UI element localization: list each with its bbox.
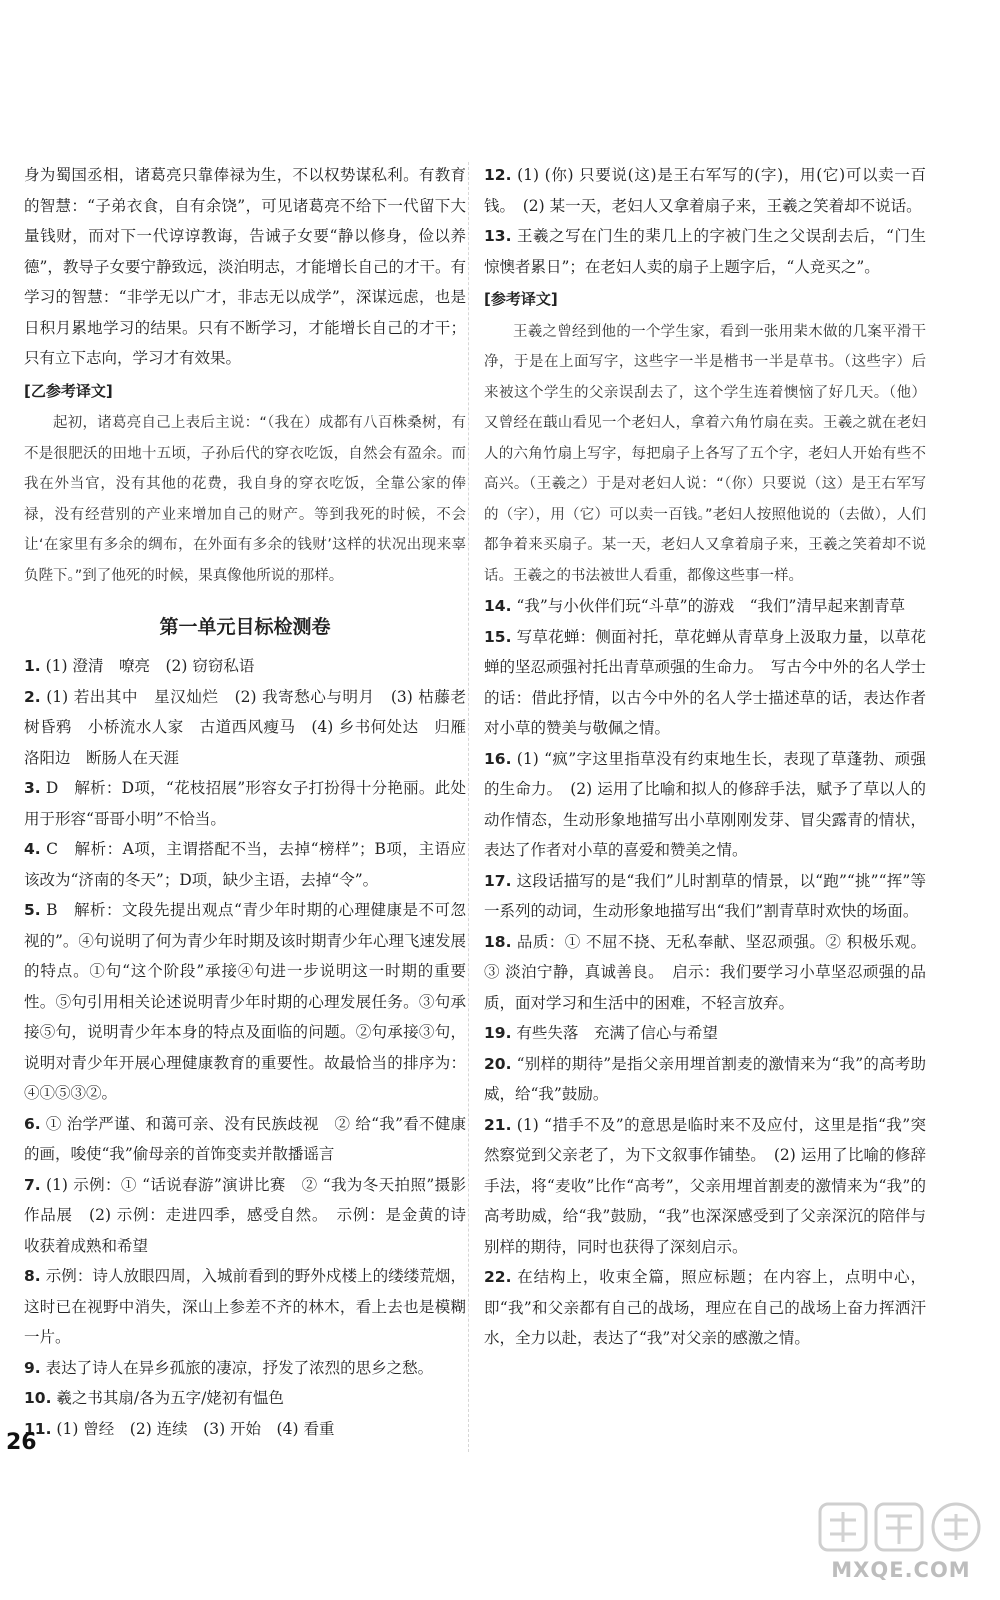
translation-text-yi: 起初，诸葛亮自己上表后主说：“（我在）成都有八百株桑树，有不是很肥沃的田地十五顷，子孙后代的穿衣吃饭，自然会有盈余。而我在外当官，没有其他的花费，我自身的穿衣吃饭，全靠公家的俸禄，没有经营别的产业来增加自己的财产。等到我死的时候，不会让‘在家里有多余的绸布，在外面有多余的钱财’这样的状况出现来辜负陛下。”到了他死的时候，果真像他所说的那样。 [24,415,466,584]
answer-item-20: 20. “别样的期待”是指父亲用埋首割麦的激情来为“我”的高考助威，给“我”鼓励。 [484,1054,926,1103]
answer-item-8: 8. 示例：诗人放眼四周，入城前看到的野外戍楼上的缕缕荒烟，这时已在视野中消失，深山上参差不齐的林木，看上去也是模糊一片。 [24,1267,466,1346]
answer-item-17: 17. 这段话描写的是“我们”儿时割草的情景，以“跑”“挑”“挥”等一系列的动词，生动形象地描写出“我们”割青草时欢快的场面。 [484,871,926,920]
answer-item-1: 1. (1) 澄清 嘹亮 (2) 窃窃私语 [24,657,255,675]
answer-item-7: 7. (1) 示例：① “话说春游”演讲比赛 ② “我为冬天拍照”摄影作品展 (2) 示例：走进四季，感受自然。 示例：是金黄的诗 收获着成熟和希望 [24,1175,482,1255]
answer-list-left [24,651,482,1444]
answer-item-2: 2. (1) 若出其中 星汉灿烂 (2) 我寄愁心与明月 (3) 枯藤老树昏鸦 小桥流水人家 古道西风瘦马 (4) 乡书何处达 归雁洛阳边 断肠人在天涯 [24,687,466,767]
answer-item-19: 19. 有些失落 充满了信心与希望 [484,1024,718,1042]
answer-item-11: 11. (1) 曾经 (2) 连续 (3) 开始 (4) 看重 [24,1419,335,1438]
answer-item-5: 5. B 解析：文段先提出观点“青少年时期的心理健康是不可忽视的”。④句说明了何为青少年时期及该时期青少年心理飞速发展的特点。①句“这个阶段”承接④句进一步说明这一时期的重要性。⑤句引用相关论述说明青少年时期的心理发展任务。③句承接⑤句，说明青少年本身的特点及面临的问题。②句承接③句，说明对青少年开展心理健康教育的重要性。故最恰当的排序为：④①⑤③②。 [24,901,466,1102]
right-column [484,160,926,1354]
answer-item-4: 4. C 解析：A项，主谓搭配不当，去掉“榜样”；B项，主语应该改为“济南的冬天”；D项，缺少主语，去掉“令”。 [24,840,466,889]
intro-paragraph: 身为蜀国丞相，诸葛亮只靠俸禄为生，不以权势谋私利。有教育的智慧：“子弟衣食，自有余饶”，可见诸葛亮不给下一代留下大量钱财，而对下一代谆谆教诲，告诫子女要“静以修身，俭以养德”，教导子女要宁静致远，淡泊明志，才能增长自己的才干。有学习的智慧：“非学无以广才，非志无以成学”，深谋远虑，也是日积月累地学习的结果。只有不断学习，才能增长自己的才干；只有立下志向，学习才有效果。 [24,166,466,367]
answer-item-13: 13. 王羲之写在门生的棐几上的字被门生之父误刮去后，“门生惊懊者累日”；在老妇人卖的扇子上题字后，“人竞买之”。 [484,227,926,276]
answer-item-12: 12. (1) (你) 只要说(这)是王右军写的(字)，用(它)可以卖一百钱。 (2) 某一天，老妇人又拿着扇子来，王羲之笑着却不说话。 [484,166,926,215]
answer-item-9: 9. 表达了诗人在异乡孤旅的凄凉，抒发了浓烈的思乡之愁。 [24,1358,434,1377]
answer-item-15: 15. 写草花蝉：侧面衬托，草花蝉从青草身上汲取力量，以草花蝉的坚忍顽强衬托出青草顽强的生命力。 写古今中外的名人学士的话：借此抒情，以古今中外的名人学士描述草的话，表达作者对小草的赞美与敬佩之情。 [484,627,926,737]
answer-item-6: 6. ① 治学严谨、和蔼可亲、没有民族歧视 ② 给“我”看不健康的画，唆使“我”偷母亲的首饰变卖并散播谣言 [24,1114,466,1163]
answer-item-18: 18. 品质：① 不屈不挠、无私奉献、坚忍顽强。② 积极乐观。③ 淡泊宁静，真诚善良。 启示：我们要学习小草坚忍顽强的品质，面对学习和生活中的困难，不轻言放弃。 [484,932,926,1012]
answer-item-21: 21. (1) “措手不及”的意思是临时来不及应付，这里是指“我”突然察觉到父亲老了，为下文叙事作铺垫。 (2) 运用了比喻的修辞手法，将“麦收”比作“高考”，父亲用埋首割麦的激情来为“我”的高考助威，给“我”鼓励，“我”也深深感受到了父亲深沉的陪伴与别样的期待，同时也获得了深刻启示。 [484,1115,926,1256]
section-title: 第一单元目标检测卷 [159,616,331,638]
answer-item-16: 16. (1) “疯”字这里指草没有约束地生长，表现了草蓬勃、顽强的生命力。 (2) 运用了比喻和拟人的修辞手法，赋予了草以人的动作情态，生动形象地描写出小草刚刚发芽、冒尖露青的情状，表达了作者对小草的喜爱和赞美之情。 [484,749,926,859]
answer-item-22: 22. 在结构上，收束全篇，照应标题；在内容上，点明中心，即“我”和父亲都有自己的战场，理应在自己的战场上奋力挥洒汗水，全力以赴，表达了“我”对父亲的感激之情。 [484,1268,926,1347]
translation-title: [参考译文] [484,290,558,308]
page-number: 26 [6,1430,37,1455]
left-column [24,160,482,1444]
watermark-text: MXQE.COM [831,1558,971,1582]
translation-title-yi: [乙参考译文] [24,381,113,400]
watermark-logo [816,1500,986,1592]
watermark-logo-icon [816,1500,986,1560]
translation-text: 王羲之曾经到他的一个学生家，看到一张用棐木做的几案平滑干净，于是在上面写字，这些字一半是楷书一半是草书。（这些字）后来被这个学生的父亲误刮去了，这个学生连着懊恼了好几天。（他）又曾经在蕺山看见一个老妇人，拿着六角竹扇在卖。王羲之就在老妇人的六角竹扇上写字，每把扇子上各写了五个字，老妇人开始有些不高兴。（王羲之）于是对老妇人说：“（你）只要说（这）是王右军写的（字），用（它）可以卖一百钱。”老妇人按照他说的（去做），人们都争着来买扇子。某一天，老妇人又拿着扇子来，王羲之笑着却不说话。王羲之的书法被世人看重，都像这些事一样。 [484,323,926,584]
column-divider [468,162,469,1452]
answer-item-3: 3. D 解析：D项，“花枝招展”形容女子打扮得十分艳丽。此处用于形容“哥哥小明”不恰当。 [24,779,466,828]
answer-item-10: 10. 羲之书其扇/各为五字/姥初有愠色 [24,1389,284,1407]
answer-item-14: 14. “我”与小伙伴们玩“斗草”的游戏 “我们”清早起来割青草 [484,597,905,615]
